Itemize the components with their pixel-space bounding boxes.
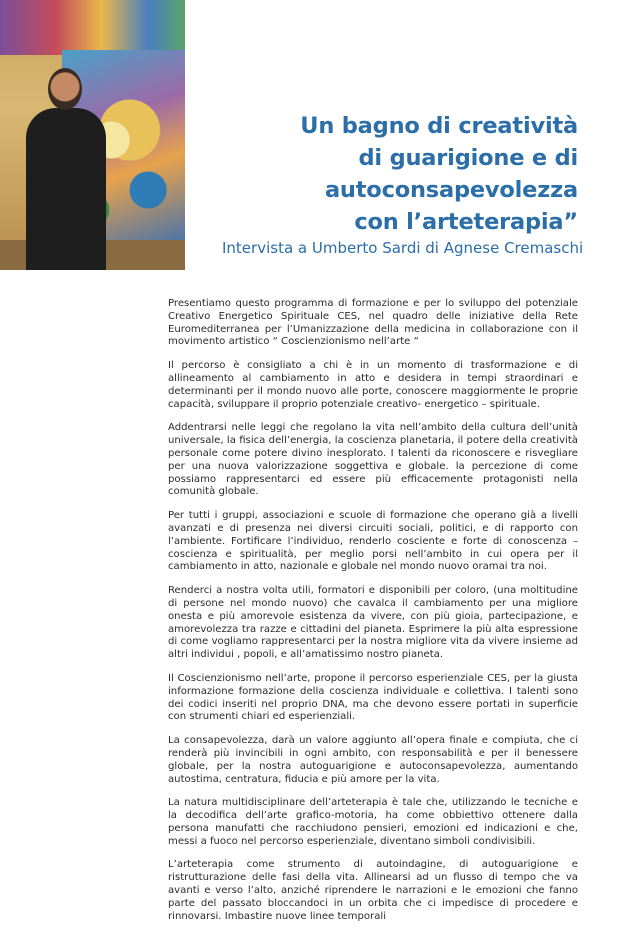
paragraph: Per tutti i gruppi, associazioni e scuole di formazione che operano già a livelli avanzati e di presenza nei diversi circuiti sociali, politici, e di rapporto con l’ambiente. Fortificare l’individuo, renderlo cosciente e forte di conoscenza – coscienza e spiritualità, per meglio porsi nell’ambito in cui opera per il cambiamento in atto, nazionale e globale nel mondo nuovo oramai tra noi. — [168, 510, 578, 573]
paragraph: La consapevolezza, darà un valore aggiunto all’opera finale e compiuta, che ci renderà più invincibili in ogni ambito, con responsabilità e per il benessere globale, per la nostra autoguarigione e autoconsapevolezza, aumentando autostima, centratura, fiducia e più amore per la vita. — [168, 735, 578, 785]
paragraph: L’arteterapia come strumento di autoindagine, di autoguarigione e ristrutturazione delle fasi della vita. Allinearsi ad un flusso di tempo che va avanti e verso l’alto, anziché riprendere le narrazioni e le emozioni che fanno parte del passato bloccandoci in un orbita che ci impedisce di procedere e rinnovarsi. Imbastire nuove linee temporali — [168, 859, 578, 922]
paragraph: Renderci a nostra volta utili, formatori e disponibili per coloro, (una moltitudine di persone nel mondo nuovo) che cavalca il cambiamento per una migliore onesta e più amorevole esistenza da vivere, con più gioia, partecipazione, e amorevolezza tra razze e cittadini del pianeta. Esprimere la più alta espressione di come vogliamo rappresentarci per la nostra migliore vita da vivere insieme ad altri individui , popoli, e all’amatissimo nostro pianeta. — [168, 585, 578, 661]
title-line: Un bagno di creatività — [300, 113, 578, 139]
title-line: di guarigione e di — [358, 145, 578, 171]
artist-photo — [0, 0, 185, 270]
title-line: con l’arteterapia” — [354, 209, 578, 235]
person-head — [48, 68, 82, 110]
title-line: autoconsapevolezza — [324, 177, 578, 203]
article-subtitle: Intervista a Umberto Sardi di Agnese Cremaschi — [222, 239, 584, 257]
paragraph: Il Coscienzionismo nell’arte, propone il percorso esperienziale CES, per la giusta informazione formazione della coscienza individuale e collettiva. I talenti sono dei codici inseriti nel proprio DNA, ma che devono essere portati in superficie con strumenti chiari ed esperienziali. — [168, 672, 578, 723]
person-body — [26, 108, 106, 270]
article-title — [290, 110, 578, 238]
paragraph: Addentrarsi nelle leggi che regolano la vita nell’ambito della cultura dell’unità universale, la fisica dell’energia, la coscienza planetaria, il potere della creatività personale come potere divino inesplorato. I talenti da riconoscere e risvegliare per una nuova valorizzazione soggettiva e globale. la percezione di come possiamo rappresentarci ed essere più efficacemente protagonisti nella comunità globale. — [168, 422, 578, 498]
paragraph: Il percorso è consigliato a chi è in un momento di trasformazione e di allineamento al cambiamento in atto e desidera in tempi straordinari e determinanti per il mondo nuovo alle porte, conoscere maggiormente le proprie capacità, sviluppare il proprio potenziale creativo- energetico – spirituale. — [168, 360, 578, 410]
paragraph: La natura multidisciplinare dell’arteterapia è tale che, utilizzando le tecniche e la decodifica dell’arte grafico-motoria, ha come obbiettivo ottenere dalla persona manufatti che racchiudono pensieri, emozioni ed indicazioni e che, messi a fuoco nel percorso esperienziale, diventano simboli condivisibili. — [168, 797, 578, 847]
painting-background — [0, 0, 185, 55]
article-body — [168, 298, 578, 934]
paragraph: Presentiamo questo programma di formazione e per lo sviluppo del potenziale Creativo Energetico Spirituale CES, nel quadro delle iniziative della Rete Euromediterranea per l’Umanizzazione della medicina in collaborazione con il movimento artistico “ Coscienzionismo nell’arte “ — [168, 298, 578, 348]
